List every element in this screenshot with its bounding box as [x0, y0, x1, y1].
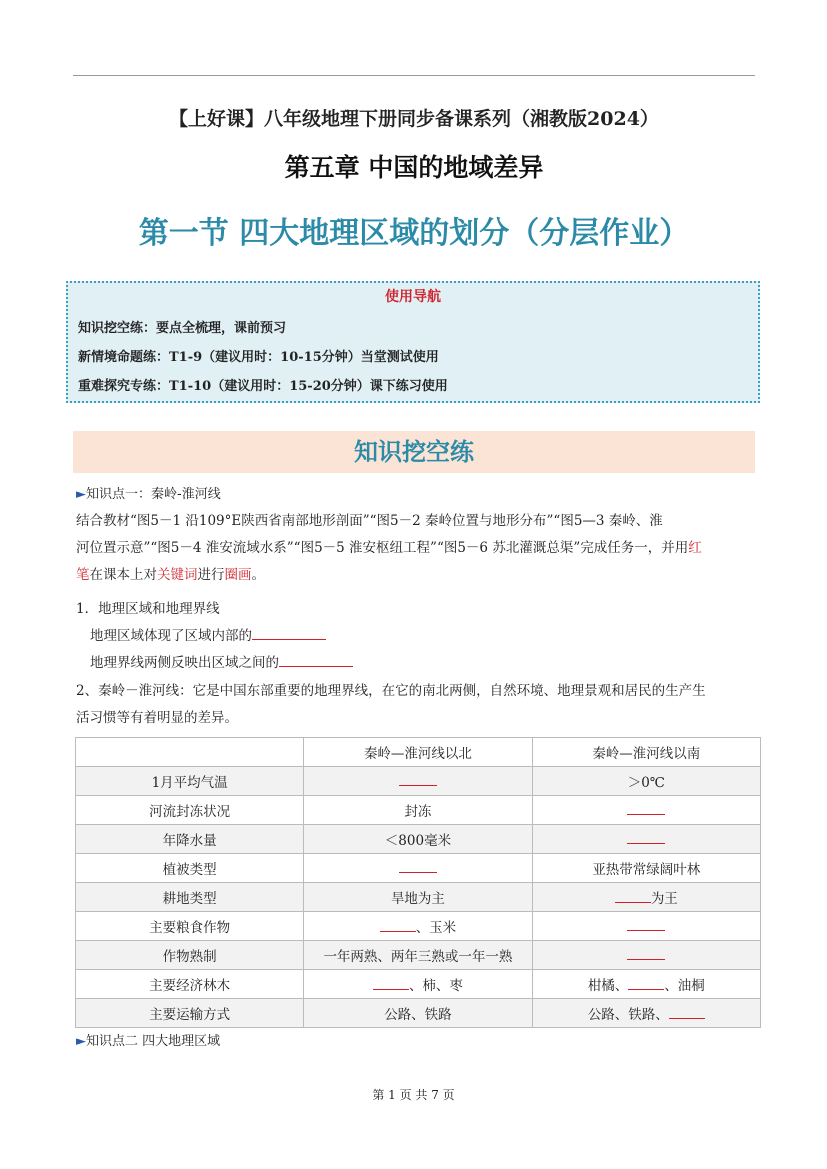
- intro-line-3: 笔在课本上对关键词进行圈画。: [76, 567, 265, 583]
- table-row: 作物熟制 一年两熟、两年三熟或一年一熟: [76, 941, 761, 970]
- page-footer: 第 1 页 共 7 页: [372, 1088, 455, 1102]
- question-1-title: 1．地理区域和地理界线: [76, 601, 220, 617]
- fill-blank[interactable]: [399, 773, 437, 786]
- chapter-title: 第五章 中国的地域差异: [284, 153, 544, 182]
- fill-blank[interactable]: [669, 1006, 705, 1019]
- table-header-row: [76, 738, 761, 767]
- intro-line-2: 河位置示意”“图5－4 淮安流域水系”“图5－5 淮安枢纽工程”“图5－6 苏北灌溉总渠”完成任务一，并用红: [76, 540, 702, 556]
- usage-guide-box: [66, 281, 760, 403]
- intro-paragraph: [76, 508, 756, 589]
- knowledge-point-2-title: 知识点二 四大地理区域: [86, 1034, 221, 1049]
- comparison-table: [75, 737, 761, 1028]
- fill-blank[interactable]: [279, 654, 353, 667]
- circle-highlight: 圈画: [224, 567, 252, 583]
- fill-blank[interactable]: [627, 918, 665, 931]
- fill-blank[interactable]: [627, 831, 665, 844]
- section-title: 第一节 四大地理区域的划分（分层作业）: [138, 216, 690, 251]
- table-row: 1月平均气温 ＞0℃: [76, 767, 761, 796]
- section-banner: 知识挖空练: [73, 431, 755, 473]
- series-title: 【上好课】八年级地理下册同步备课系列（湘教版2024）: [169, 108, 659, 130]
- knowledge-point-1-title: 知识点一：秦岭-淮河线: [86, 487, 221, 502]
- table-row: 河流封冻状况 封冻: [76, 796, 761, 825]
- question-2-line-1: 2、秦岭－淮河线：它是中国东部重要的地理界线，在它的南北两侧，自然环境、地理景观和居民的生产生: [76, 683, 706, 699]
- fill-blank[interactable]: [627, 947, 665, 960]
- table-row: 植被类型 亚热带常绿阔叶林: [76, 854, 761, 883]
- guide-line-2: 新情境命题练：T1-9（建议用时：10-15分钟）当堂测试使用: [78, 350, 439, 365]
- question-1a: 地理区域体现了区域内部的: [90, 624, 326, 644]
- table-row: 主要运输方式 公路、铁路 公路、铁路、: [76, 999, 761, 1028]
- knowledge-point-1-heading: [76, 483, 221, 502]
- triangle-marker-icon: ►: [76, 487, 86, 502]
- triangle-marker-icon: ►: [76, 1034, 86, 1049]
- top-rule: [73, 75, 755, 76]
- fill-blank[interactable]: [373, 977, 409, 990]
- table-row: 主要经济林木 、柿、枣 柑橘、 、油桐: [76, 970, 761, 999]
- guide-title: 使用导航: [385, 289, 441, 305]
- keyword-highlight: 关键词: [157, 567, 198, 583]
- table-row: 耕地类型 旱地为主 为王: [76, 883, 761, 912]
- intro-line-1: 结合教材“图5－1 沿109°E陕西省南部地形剖面”“图5－2 秦岭位置与地形分布”“图5—3 秦岭、淮: [76, 513, 663, 529]
- table-header-cell: 秦岭—淮河线以南: [532, 738, 760, 767]
- fill-blank[interactable]: [399, 860, 437, 873]
- question-1b: 地理界线两侧反映出区域之间的: [90, 651, 353, 671]
- fill-blank[interactable]: [628, 977, 664, 990]
- fill-blank[interactable]: [252, 627, 326, 640]
- fill-blank[interactable]: [380, 919, 416, 932]
- question-2-line-2: 活习惯等有着明显的差异。: [76, 710, 238, 726]
- guide-line-3: 重难探究专练：T1-10（建议用时：15-20分钟）课下练习使用: [78, 379, 448, 394]
- table-header-cell: [76, 738, 304, 767]
- fill-blank[interactable]: [615, 890, 651, 903]
- guide-line-1: 知识挖空练：要点全梳理，课前预习: [78, 321, 287, 336]
- table-row: 年降水量 ＜800毫米: [76, 825, 761, 854]
- knowledge-point-2-heading: [76, 1030, 220, 1049]
- fill-blank[interactable]: [627, 802, 665, 815]
- table-row: 主要粮食作物 、玉米: [76, 912, 761, 941]
- question-2: [76, 678, 756, 732]
- table-header-cell: 秦岭—淮河线以北: [304, 738, 532, 767]
